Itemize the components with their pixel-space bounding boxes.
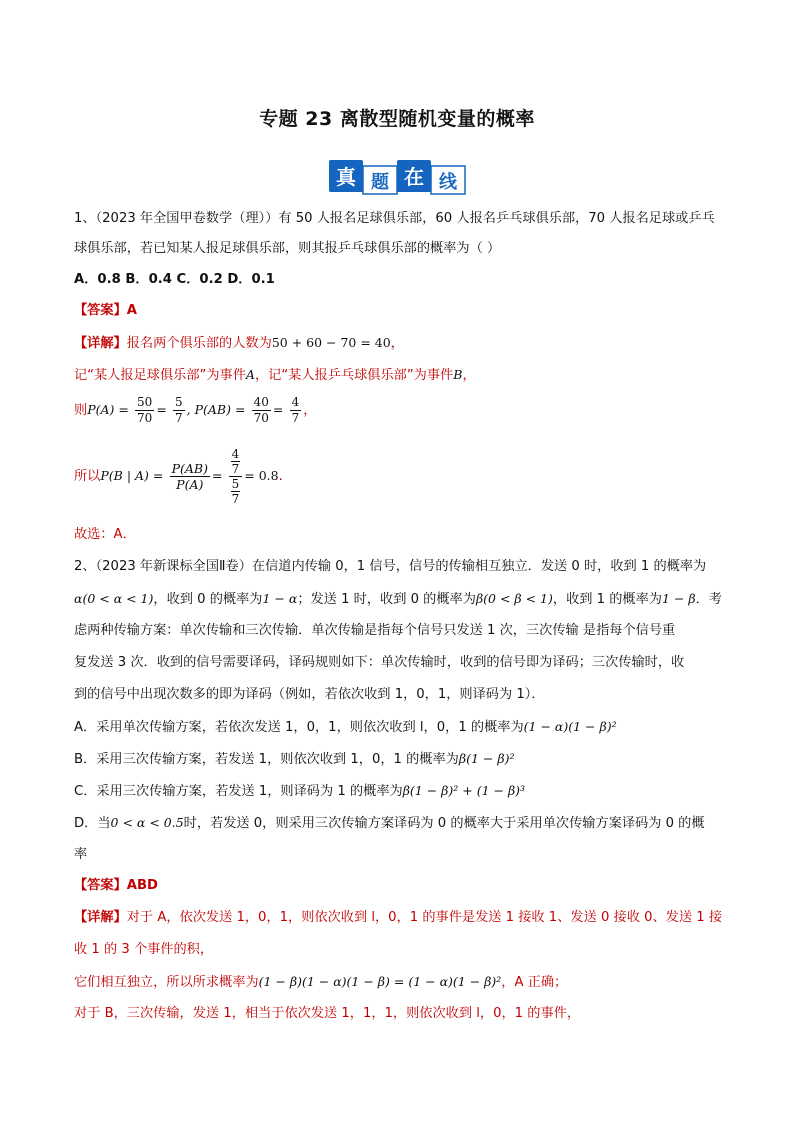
q2-d3-math: (1 − β)(1 − α)(1 − β) = (1 − α)(1 − β)² — [258, 974, 502, 989]
beta-range: β(0 < β < 1) — [475, 591, 553, 606]
q1-detail-line-4 — [74, 440, 283, 513]
option-d-math: 0 < α < 0.5 — [110, 815, 184, 830]
q1-detail-line-2 — [74, 366, 476, 385]
option-d-text2: 时，若发送 0，则采用三次传输方案译码为 0 的概率大于采用单次传输方案译码为 0 的概 — [183, 816, 705, 831]
option-c-math: β(1 − β)² + (1 − β)³ — [402, 783, 526, 798]
answer-label: 【答案】 — [74, 303, 127, 318]
banner-char-2: 题 — [371, 172, 389, 193]
q2-d1: 对于 A，依次发送 1，0，1，则依次收到 l，0，1 的事件是发送 1 接收 1、发送 0 接收 0、发送 1 接 — [126, 910, 723, 925]
q1-d2-text2: ，记“某人报乒乓球俱乐部”为事件 — [254, 368, 454, 383]
option-d-text1: D．当 — [74, 816, 111, 831]
q2-detail-line-2: 收 1 的 3 个事件的积， — [74, 942, 214, 957]
option-b-math: β(1 − β)² — [458, 751, 515, 766]
answer-value: ABD — [126, 878, 158, 893]
fraction-50-70: $\frac{50}{70}$ — [137, 394, 153, 425]
pab-expr: , P(AB) = — [186, 402, 246, 417]
q2-detail-line-3 — [74, 973, 567, 992]
option-c-text: C．采用三次传输方案，若发送 1，则译码为 1 的概率为 — [74, 784, 403, 799]
option-a-text: A．采用单次传输方案，若依次发送 1，0，1，则依次收到 l，0，1 的概率为 — [74, 720, 524, 735]
q1-stem-line-1: 1、（2023 年全国甲卷数学（理））有 50 人报名足球俱乐部，60 人报名乒乓球俱乐部，70 人报名足球或乒乓 — [74, 211, 715, 226]
one-minus-alpha: 1 − α — [262, 591, 298, 606]
q1-detail-line-3 — [74, 393, 316, 428]
q1-d2-text1: 记“某人报足球俱乐部”为事件 — [74, 368, 246, 383]
fraction-pab-pa: $\frac{P(AB)}{P(A)}$ — [171, 460, 208, 492]
detail-label: 【详解】 — [74, 910, 127, 925]
q2-l2-t3: ，收到 1 的概率为 — [552, 592, 662, 607]
q1-d4-prefix: 所以 — [74, 469, 101, 484]
q2-option-c — [74, 782, 525, 801]
result-value: = 0.8 — [244, 468, 279, 483]
zhenti-zaixian-banner — [327, 158, 467, 196]
q2-stem-line-2 — [74, 590, 722, 609]
banner-char-4: 线 — [439, 172, 457, 193]
q2-stem-line-4: 复发送 3 次．收到的信号需要译码，译码规则如下：单次传输时，收到的信号即为译码；三次传输时，收 — [74, 655, 685, 670]
banner-char-1: 真 — [336, 165, 356, 189]
q2-stem-line-1: 2、（2023 年新课标全国Ⅱ卷）在信道内传输 0，1 信号，信号的传输相互独立．发送 0 时，收到 1 的概率为 — [74, 559, 707, 574]
q1-choose: 故选：A． — [74, 527, 136, 542]
pba-expr: P(B | A) = — [100, 468, 164, 483]
fraction-4-7: $\frac{4}{7}$ — [291, 394, 300, 425]
equals-sign: = — [211, 468, 223, 483]
q1-d1-math: 50 + 60 − 70 = 40 — [271, 335, 391, 350]
q2-detail-line-1 — [74, 909, 722, 927]
q2-stem-line-3: 虑两种传输方案：单次传输和三次传输．单次传输是指每个信号只发送 1 次，三次传输 是指每个信号重 — [74, 623, 676, 638]
page-title: 专题 23 离散型随机变量的概率 — [259, 108, 535, 130]
pa-expr: P(A) = — [87, 402, 129, 417]
q2-l2-t4: ．考 — [695, 592, 722, 607]
q1-options: A．0.8 B．0.4 C．0.2 D．0.1 — [74, 272, 275, 287]
compound-fraction: 4 7 5 7 — [229, 447, 243, 506]
q2-option-a — [74, 718, 617, 737]
q2-option-d-line-2: 率 — [74, 847, 88, 862]
banner-char-3: 在 — [404, 165, 424, 189]
answer-value: A — [126, 303, 137, 318]
q2-d3-end: ，A 正确； — [501, 975, 568, 990]
answer-label: 【答案】 — [74, 878, 127, 893]
fraction-5-7: $\frac{5}{7}$ — [175, 394, 183, 425]
q2-option-d — [74, 814, 705, 833]
q1-d1-text: 报名两个俱乐部的人数为 — [126, 336, 272, 351]
option-a-math: (1 − α)(1 − β)² — [523, 719, 617, 734]
q2-d3-text: 它们相互独立，所以所求概率为 — [74, 975, 259, 990]
q2-detail-line-4: 对于 B，三次传输，发送 1，相当于依次发送 1，1，1，则依次收到 l，0，1 的事件， — [74, 1006, 581, 1021]
q2-option-b — [74, 750, 514, 769]
q1-answer — [74, 302, 137, 320]
q2-stem-line-5: 到的信号中出现次数多的即为译码（例如，若依次收到 1，0，1，则译码为 1）． — [74, 687, 545, 702]
equals-sign: = — [272, 402, 284, 417]
equals-sign: = — [156, 402, 167, 417]
q2-l2-t1: ，收到 0 的概率为 — [153, 592, 263, 607]
q1-d4-end: . — [278, 469, 283, 484]
q1-detail-line-1 — [74, 334, 404, 353]
alpha-range: α(0 < α < 1) — [74, 591, 154, 606]
q1-d3-end: ， — [303, 403, 317, 418]
fraction-40-70: $\frac{40}{70}$ — [253, 394, 269, 425]
q2-l2-t2: ；发送 1 时，收到 0 的概率为 — [297, 592, 476, 607]
q1-stem-line-2: 球俱乐部，若已知某人报足球俱乐部，则其报乒乓球俱乐部的概率为（ ） — [74, 241, 501, 256]
q1-d3-prefix: 则 — [74, 403, 88, 418]
option-b-text: B．采用三次传输方案，若发送 1，则依次收到 1，0，1 的概率为 — [74, 752, 459, 767]
one-minus-beta: 1 − β — [661, 591, 696, 606]
q1-d2-end: ， — [462, 368, 476, 383]
q1-d1-end: ， — [390, 336, 404, 351]
q2-answer — [74, 877, 158, 895]
detail-label: 【详解】 — [74, 336, 127, 351]
event-a: A — [245, 367, 255, 382]
event-b: B — [453, 367, 463, 382]
